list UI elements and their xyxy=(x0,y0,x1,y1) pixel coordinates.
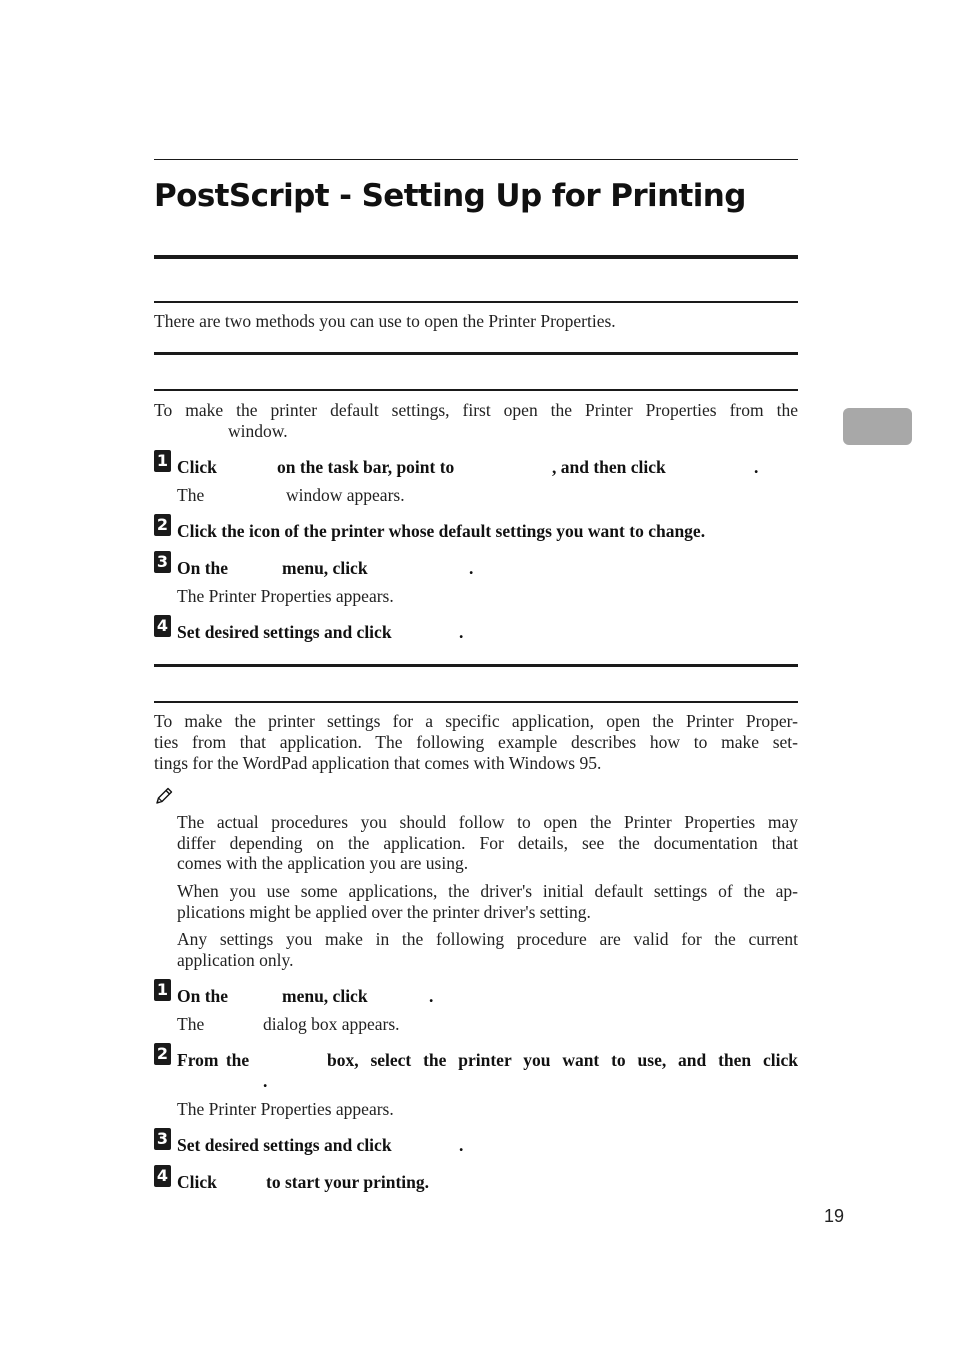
step-3-text-a: On the xyxy=(177,558,229,578)
intro-rule xyxy=(154,301,798,303)
s2-step-1-desc-a: The xyxy=(177,1014,205,1034)
s2-step-4-text-a: Click xyxy=(177,1172,217,1192)
page-title: PostScript - Setting Up for Printing xyxy=(154,178,746,214)
note-3-line1: Any settings you make in the following procedure are valid for the current xyxy=(177,929,798,949)
note-2-line1: When you use some applications, the driver's initial default settings of the ap- xyxy=(177,881,798,901)
step-3-desc: The Printer Properties appears. xyxy=(177,586,394,606)
note-1-line3: comes with the application you are using. xyxy=(177,853,469,873)
section1-rule-thin xyxy=(154,389,798,391)
title-rule xyxy=(154,255,798,259)
step-4-text-a: Set desired settings and click xyxy=(177,622,392,642)
step-number-badge: 1 xyxy=(154,979,171,1001)
section2-rule-thin xyxy=(154,701,798,703)
step-1-text-c: , and then click xyxy=(552,457,666,477)
step-1-text-d: . xyxy=(754,457,759,477)
step-1-desc-a: The xyxy=(177,485,205,505)
s2-step-3-text-b: . xyxy=(459,1135,464,1155)
s2-step-2-text-a: From the xyxy=(177,1050,250,1070)
s2-step-4-text-b: to start your printing. xyxy=(266,1172,430,1192)
section1-rule-thick xyxy=(154,352,798,355)
s2-step-3-text-a: Set desired settings and click xyxy=(177,1135,392,1155)
step-4-text-b: . xyxy=(459,622,464,642)
section2-paragraph-line2: ties from that application. The following example describes how to make set- xyxy=(154,732,798,752)
step-number-badge: 1 xyxy=(154,450,171,472)
step-1-text-a: Click xyxy=(177,457,217,477)
s2-step-2-desc: The Printer Properties appears. xyxy=(177,1099,394,1119)
note-1-line1: The actual procedures you should follow to open the Printer Properties may xyxy=(177,812,798,832)
top-rule xyxy=(154,159,798,160)
step-number-badge: 3 xyxy=(154,1128,171,1150)
note-3-line2: application only. xyxy=(177,950,294,970)
step-1-desc-b: window appears. xyxy=(286,485,405,505)
section2-paragraph-line1: To make the printer settings for a specific application, open the Printer Proper- xyxy=(154,711,798,731)
s2-step-1-text-a: On the xyxy=(177,986,229,1006)
pencil-note-icon xyxy=(154,786,174,806)
step-3-text-b: menu, click xyxy=(282,558,368,578)
s2-step-2-text-c: . xyxy=(263,1071,268,1091)
step-number-badge: 3 xyxy=(154,551,171,573)
step-number-badge: 4 xyxy=(154,615,171,637)
s2-step-1-text-c: . xyxy=(429,986,434,1006)
step-2-text: Click the icon of the printer whose default settings you want to change. xyxy=(177,521,706,541)
section1-paragraph-line2: window. xyxy=(228,421,288,441)
step-number-badge: 2 xyxy=(154,514,171,536)
intro-text: There are two methods you can use to open the Printer Properties. xyxy=(154,311,616,331)
section2-paragraph-line3: tings for the WordPad application that comes with Windows 95. xyxy=(154,753,602,773)
step-3-text-c: . xyxy=(469,558,474,578)
step-number-badge: 4 xyxy=(154,1165,171,1187)
step-number-badge: 2 xyxy=(154,1043,171,1065)
step-1-text-b: on the task bar, point to xyxy=(277,457,455,477)
chapter-tab-marker xyxy=(843,408,912,445)
s2-step-1-desc-b: dialog box appears. xyxy=(263,1014,400,1034)
section1-paragraph-line1: To make the printer default settings, first open the Printer Properties from the xyxy=(154,400,798,420)
s2-step-1-text-b: menu, click xyxy=(282,986,368,1006)
s2-step-2-text-b: box, select the printer you want to use, and then click xyxy=(327,1050,798,1070)
note-2-line2: plications might be applied over the printer driver's setting. xyxy=(177,902,591,922)
section2-rule-thick xyxy=(154,664,798,667)
pencil-note-icon xyxy=(154,786,174,806)
page-number: 19 xyxy=(823,1206,844,1226)
note-1-line2: differ depending on the application. For details, see the documentation that xyxy=(177,833,798,853)
